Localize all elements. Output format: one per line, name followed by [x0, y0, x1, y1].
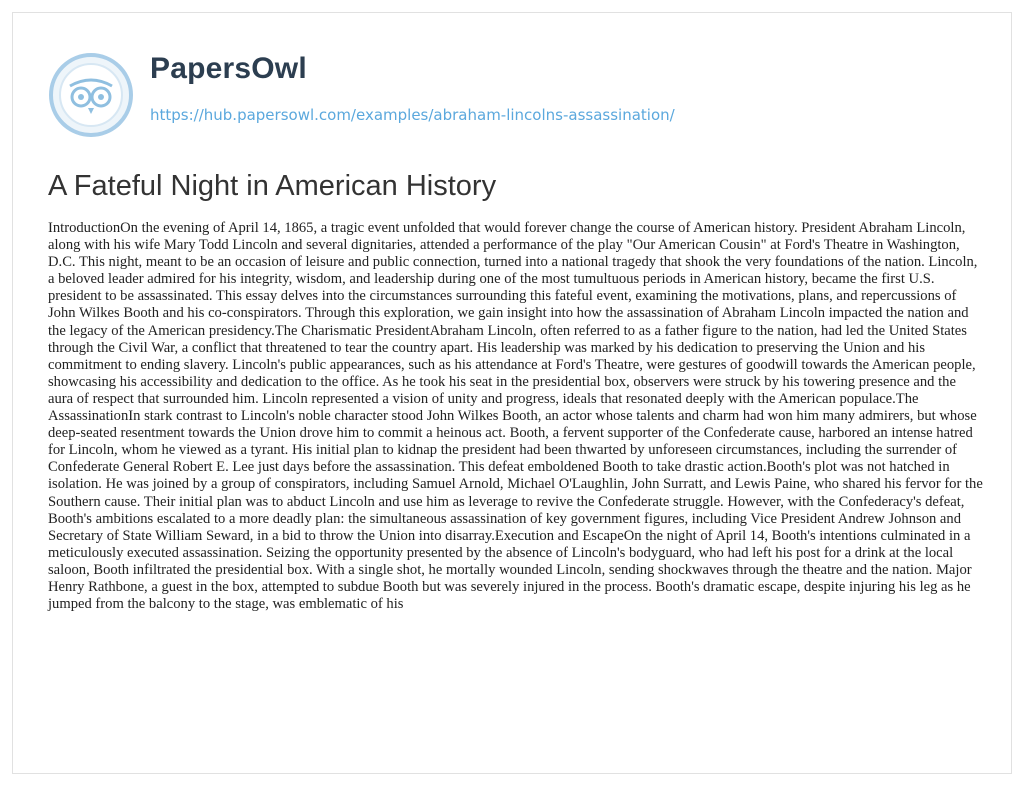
source-url-link[interactable]: https://hub.papersowl.com/examples/abraham-lincolns-assassination/: [150, 106, 675, 124]
document-body: IntroductionOn the evening of April 14, 1865, a tragic event unfolded that would forever change the course of American history. President Abraham Lincoln, along with his wife Mary Todd Lincoln and several dignitaries, attended a performance of the play "Our American Cousin" at Ford's Theatre in Washington, D.C. This night, meant to be an occasion of leisure and public connection, turned into a national tragedy that shook the very foundations of the nation. Lincoln, a beloved leader admired for his integrity, wisdom, and leadership during one of the most tumultuous periods in American history, became the first U.S. president to be assassinated. This essay delves into the circumstances surrounding this fateful event, examining the motivations, plans, and repercussions of John Wilkes Booth and his co-conspirators. Through this exploration, we gain insight into how the assassination of Abraham Lincoln impacted the nation and the legacy of the American presidency.The Charismatic PresidentAbraham Lincoln, often referred to as a father figure to the nation, had led the United States through the Civil War, a conflict that threatened to tear the country apart. His leadership was marked by his dedication to preserving the Union and his commitment to ending slavery. Lincoln's public appearances, such as his attendance at Ford's Theatre, were gestures of goodwill towards the American people, showcasing his accessibility and dedication to the office. As he took his seat in the presidential box, observers were struck by his towering presence and the aura of respect that surrounded him. Lincoln represented a vision of unity and progress, ideals that resonated deeply with the American populace.The AssassinationIn stark contrast to Lincoln's noble character stood John Wilkes Booth, an actor whose talents and charm had won him many admirers, but whose deep-seated resentment towards the Union drove him to commit a heinous act. Booth, a fervent supporter of the Confederate cause, harbored an intense hatred for Lincoln, whom he viewed as a tyrant. His initial plan to kidnap the president had been thwarted by unforeseen circumstances, including the surrender of Confederate General Robert E. Lee just days before the assassination. This defeat emboldened Booth to take drastic action.Booth's plot was not hatched in isolation. He was joined by a group of conspirators, including Samuel Arnold, Michael O'Laughlin, John Surratt, and Lewis Paine, who shared his fervor for the Southern cause. Their initial plan was to abduct Lincoln and use him as leverage to revive the Confederate struggle. However, with the Confederacy's defeat, Booth's ambitions escalated to a more deadly plan: the simultaneous assassination of key government figures, including Vice President Andrew Johnson and Secretary of State William Seward, in a bid to throw the Union into disarray.Execution and EscapeOn the night of April 14, Booth's intentions culminated in a meticulously executed assassination. Seizing the opportunity presented by the absence of Lincoln's bodyguard, who had left his post for a drink at the local saloon, Booth infiltrated the presidential box. With a single shot, he mortally wounded Lincoln, sending shockwaves through the theatre and the nation. Major Henry Rathbone, a guest in the box, attempted to subdue Booth but was severely injured in the process. Booth's dramatic escape, despite injuring his leg as he jumped from the balcony to the stage, was emblematic of his: [48, 220, 983, 613]
site-header: [48, 52, 948, 136]
brand-name: PapersOwl: [150, 52, 307, 85]
document-title: A Fateful Night in American History: [48, 170, 497, 202]
owl-logo-icon: [48, 52, 134, 138]
